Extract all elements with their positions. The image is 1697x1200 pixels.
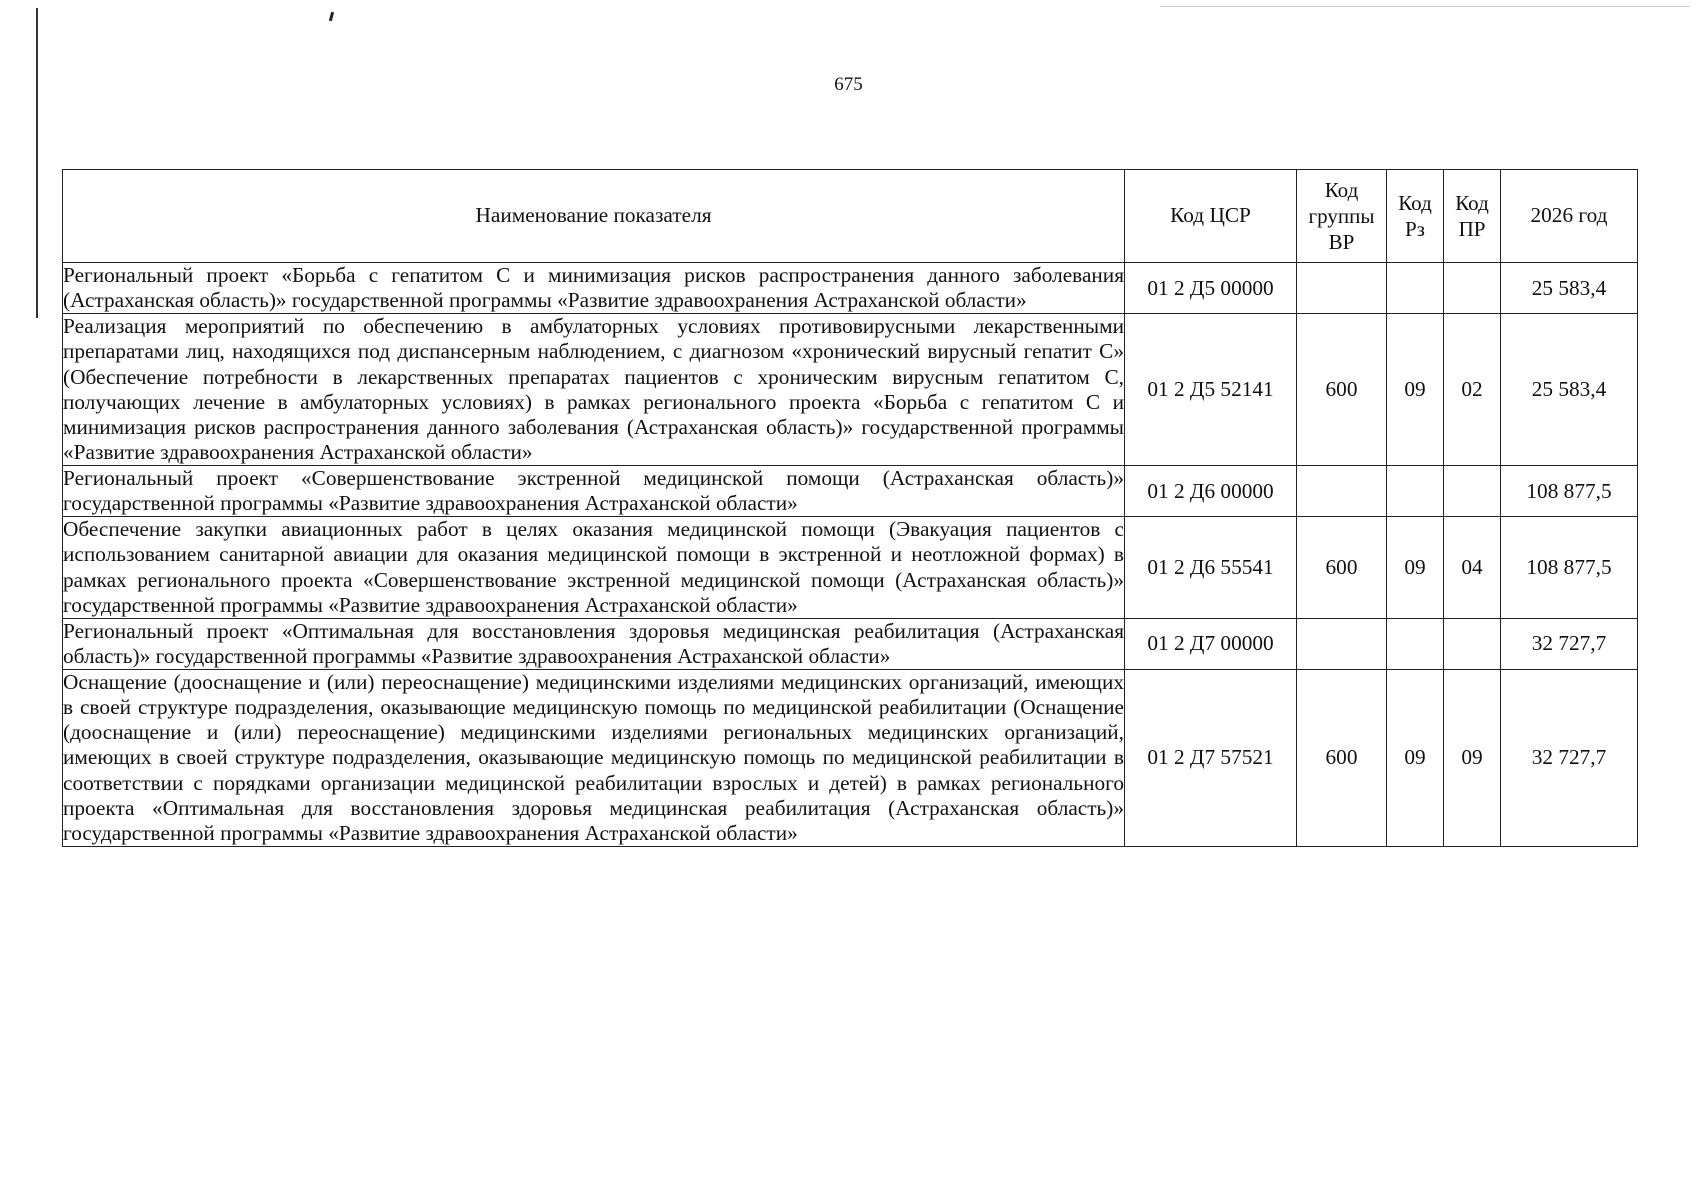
row-csr: 01 2 Д7 00000	[1125, 618, 1297, 669]
row-csr: 01 2 Д7 57521	[1125, 670, 1297, 847]
table-row	[63, 618, 1638, 669]
row-csr: 01 2 Д6 55541	[1125, 517, 1297, 619]
header-pr: Код ПР	[1444, 170, 1501, 263]
page-number: 675	[834, 74, 863, 95]
scan-speck	[329, 12, 334, 21]
header-csr: Код ЦСР	[1125, 170, 1297, 263]
table-row	[63, 670, 1638, 847]
row-rz	[1387, 618, 1444, 669]
row-name: Реализация мероприятий по обеспечению в амбулаторных условиях противовирусными лекарственными препаратами лиц, находящихся под диспансерным наблюдением, с диагнозом «хронический вирусный гепатит С» (Обеспечение потребности в лекарственных препаратах пациентов с хроническим вирусным гепатитом С, получающих лечение в амбулаторных условиях) в рамках регионального проекта «Борьба с гепатитом С и минимизация рисков распространения данного заболевания (Астраханская область)» государственной программы «Развитие здравоохранения Астраханской области»	[63, 314, 1124, 464]
header-name: Наименование показателя	[63, 170, 1125, 263]
row-rz: 09	[1387, 517, 1444, 619]
row-vr	[1297, 263, 1387, 314]
row-name: Оснащение (дооснащение и (или) переоснащение) медицинскими изделиями медицинских организаций, имеющих в своей структуре подразделения, оказывающие медицинскую помощь по медицинской реабилитации (Оснащение (дооснащение и (или) переоснащение) медицинскими изделиями региональных медицинских организаций, имеющих в своей структуре подразделения, оказывающие медицинскую помощь по медицинской реабилитации в соответствии с порядками организации медицинской реабилитации взрослых и детей) в рамках регионального проекта «Оптимальная для восстановления здоровья медицинская реабилитация (Астраханская область)» государственной программы «Развитие здравоохранения Астраханской области»	[63, 670, 1124, 845]
row-csr: 01 2 Д6 00000	[1125, 466, 1297, 517]
row-vr: 600	[1297, 314, 1387, 466]
table-row	[63, 263, 1638, 314]
row-rz: 09	[1387, 670, 1444, 847]
row-name: Региональный проект «Оптимальная для восстановления здоровья медицинская реабилитация (Астраханская область)» государственной программы «Развитие здравоохранения Астраханской области»	[63, 618, 1124, 668]
row-amount: 108 877,5	[1501, 517, 1638, 619]
row-pr	[1444, 466, 1501, 517]
row-pr	[1444, 618, 1501, 669]
row-pr: 02	[1444, 314, 1501, 466]
row-csr: 01 2 Д5 52141	[1125, 314, 1297, 466]
row-amount: 108 877,5	[1501, 466, 1638, 517]
table-row	[63, 314, 1638, 466]
row-vr	[1297, 466, 1387, 517]
header-year: 2026 год	[1501, 170, 1638, 263]
table-header-row	[63, 170, 1638, 263]
header-vr: Код группы ВР	[1297, 170, 1387, 263]
row-vr	[1297, 618, 1387, 669]
row-pr: 04	[1444, 517, 1501, 619]
row-amount: 25 583,4	[1501, 263, 1638, 314]
row-amount: 25 583,4	[1501, 314, 1638, 466]
row-amount: 32 727,7	[1501, 670, 1638, 847]
header-rz: Код Рз	[1387, 170, 1444, 263]
row-csr: 01 2 Д5 00000	[1125, 263, 1297, 314]
row-name: Региональный проект «Совершенствование экстренной медицинской помощи (Астраханская область)» государственной программы «Развитие здравоохранения Астраханской области»	[63, 466, 1124, 516]
row-pr: 09	[1444, 670, 1501, 847]
row-rz	[1387, 466, 1444, 517]
row-vr: 600	[1297, 670, 1387, 847]
table-row	[63, 517, 1638, 619]
scan-top-line	[1160, 6, 1690, 7]
row-amount: 32 727,7	[1501, 618, 1638, 669]
budget-table	[62, 169, 1638, 847]
row-name: Обеспечение закупки авиационных работ в целях оказания медицинской помощи (Эвакуация пациентов с использованием санитарной авиации для оказания медицинской помощи в экстренной и неотложной формах) в рамках регионального проекта «Совершенствование экстренной медицинской помощи (Астраханская область)» государственной программы «Развитие здравоохранения Астраханской области»	[63, 517, 1124, 617]
row-name: Региональный проект «Борьба с гепатитом С и минимизация рисков распространения данного заболевания (Астраханская область)» государственной программы «Развитие здравоохранения Астраханской области»	[63, 263, 1124, 313]
table-row	[63, 466, 1638, 517]
row-vr: 600	[1297, 517, 1387, 619]
row-rz	[1387, 263, 1444, 314]
row-rz: 09	[1387, 314, 1444, 466]
row-pr	[1444, 263, 1501, 314]
scan-edge-line	[36, 8, 38, 318]
